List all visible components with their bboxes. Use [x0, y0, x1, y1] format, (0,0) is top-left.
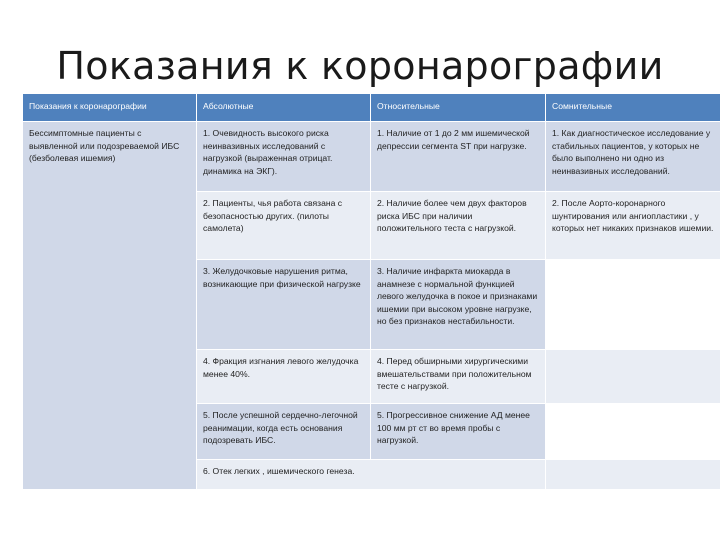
relative-cell: 1. Наличие от 1 до 2 мм ишемической депрессии сегмента ST при нагрузке. [371, 122, 546, 192]
absolute-cell: 6. Отек легких , ишемического генеза. [197, 460, 546, 490]
header-absolute: Абсолютные [197, 94, 371, 122]
header-doubtful: Сомнительные [546, 94, 720, 122]
absolute-cell: 4. Фракция изгнания левого желудочка менее 40%. [197, 350, 371, 404]
doubtful-cell [546, 350, 720, 404]
relative-cell: 3. Наличие инфаркта миокарда в анамнезе с нормальной функцией левого желудочка в покое и признаками ишемии при высоком уровне нагрузке, но без признаков нестабильности. [371, 260, 546, 350]
relative-cell: 2. Наличие более чем двух факторов риска ИБС при наличии положительного теста с нагрузкой. [371, 192, 546, 260]
absolute-cell: 3. Желудочковые нарушения ритма, возникающие при физической нагрузке [197, 260, 371, 350]
indications-table [22, 93, 720, 490]
doubtful-cell: 1. Как диагностическое исследование у стабильных пациентов, у которых не было выполнено ни одно из неинвазивных исследований. [546, 122, 720, 192]
relative-cell: 4. Перед обширными хирургическими вмешательствами при положительном тесте с нагрузкой. [371, 350, 546, 404]
doubtful-cell [546, 404, 720, 460]
doubtful-cell: 2. После Аорто-коронарного шунтирования или ангиопластики , у которых нет никаких признаков ишемии. [546, 192, 720, 260]
doubtful-cell [546, 260, 720, 350]
absolute-cell: 5. После успешной сердечно-легочной реанимации, когда есть основания подозревать ИБС. [197, 404, 371, 460]
absolute-cell: 2. Пациенты, чья работа связана с безопасностью других. (пилоты самолета) [197, 192, 371, 260]
patient-group-cell: Бессимптомные пациенты с выявленной или подозреваемой ИБС (безболевая ишемия) [23, 122, 197, 490]
header-indications: Показания к коронарографии [23, 94, 197, 122]
table-header-row [23, 94, 720, 122]
doubtful-cell [546, 460, 720, 490]
slide-title: Показания к коронарографии [56, 44, 664, 88]
header-relative: Относительные [371, 94, 546, 122]
relative-cell: 5. Прогрессивное снижение АД менее 100 мм рт ст во время пробы с нагрузкой. [371, 404, 546, 460]
absolute-cell: 1. Очевидность высокого риска неинвазивных исследований с нагрузкой (выраженная отрицат. динамика на ЭКГ). [197, 122, 371, 192]
table-row [23, 122, 720, 192]
